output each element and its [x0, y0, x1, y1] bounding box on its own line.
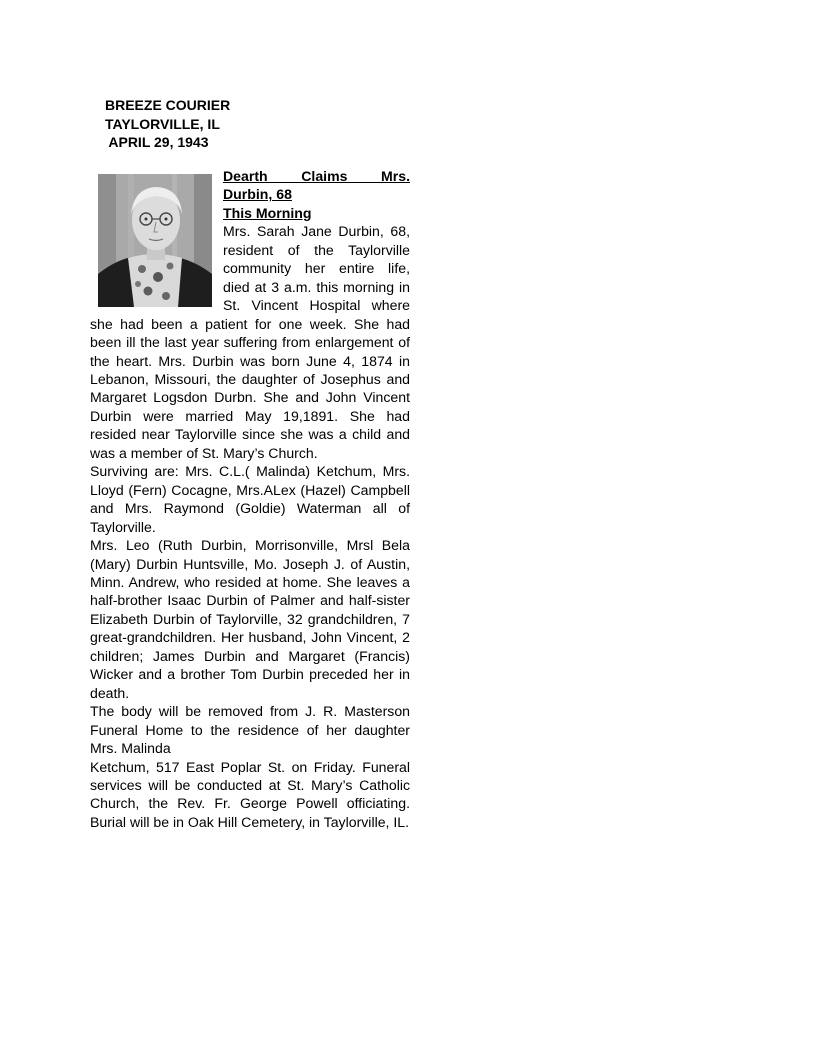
article-paragraph-2: Surviving are: Mrs. C.L.( Malinda) Ketchum, Mrs. Lloyd (Fern) Cocagne, Mrs.ALex (Hazel) Campbell and Mrs. Raymond (Goldie) Waterman all of Taylorville. [90, 463, 410, 535]
masthead [105, 96, 230, 152]
publication-date: APRIL 29, 1943 [105, 134, 209, 150]
headline-line-2: Durbin, 68 [223, 186, 292, 203]
headline-line-3: This Morning [223, 204, 312, 221]
article-paragraph-1: Mrs. Sarah Jane Durbin, 68, resident of the Taylorville community her entire life, died at 3 a.m. this morning in St. Vincent Hospital where she had been a patient for one week. She had been ill the last year suffering from enlargement of the heart. Mrs. Durbin was born June 4, 1874 in Lebanon, Missouri, the daughter of Josephus and Margaret Logsdon Durbn. She and John Vincent Durbin were married May 19,1891. She had resided near Taylorville since she was a child and was a member of St. Mary’s Church. [90, 223, 410, 461]
newspaper-city: TAYLORVILLE, IL [105, 115, 220, 132]
article-paragraph-3: Mrs. Leo (Ruth Durbin, Morrisonville, Mrsl Bela (Mary) Durbin Huntsville, Mo. Joseph J. of Austin, Minn. Andrew, who resided at home. She leaves a half-brother Isaac Durbin of Palmer and half-sister Elizabeth Durbin of Taylorville, 32 grandchildren, 7 great-grandchildren. Her husband, John Vincent, 2 children; James Durbin and Margaret (Francis) Wicker and a brother Tom Durbin preceded her in death. [90, 537, 410, 701]
newspaper-name: BREEZE COURIER [105, 97, 231, 113]
headline-line-1: Dearth Claims Mrs. [223, 168, 410, 184]
article-paragraph-4: The body will be removed from J. R. Masterson Funeral Home to the residence of her daughter Mrs. Malinda [90, 703, 410, 757]
portrait-photo [98, 174, 212, 307]
article-paragraph-5: Ketchum, 517 East Poplar St. on Friday. Funeral services will be conducted at St. Mary’s Catholic Church, the Rev. Fr. George Powell officiating. Burial will be in Oak Hill Cemetery, in Taylorville, IL. [90, 758, 410, 830]
obituary-article [90, 167, 410, 831]
